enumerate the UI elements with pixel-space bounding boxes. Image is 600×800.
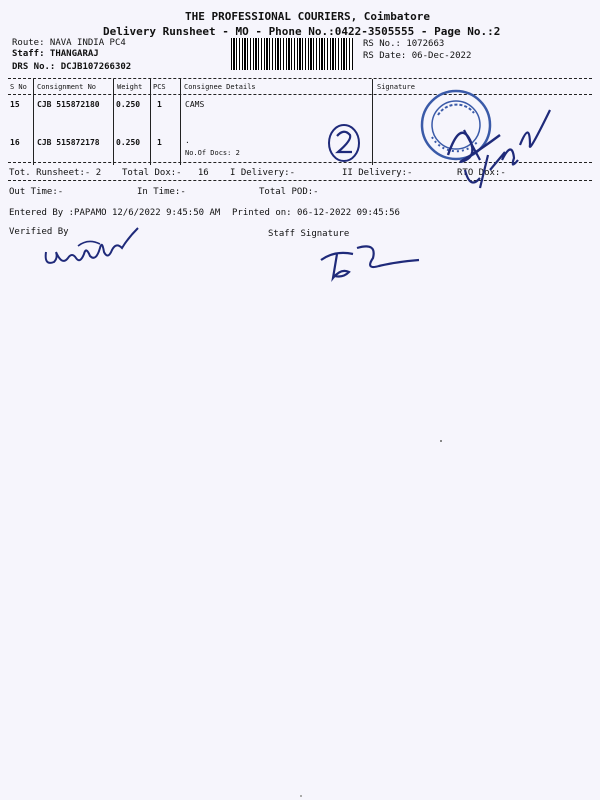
in-time: In Time:- (137, 187, 186, 197)
i-delivery: I Delivery:- (230, 168, 296, 178)
total-dox: Total Dox:- 16 (122, 168, 209, 178)
column-divider (372, 79, 373, 165)
column-divider (180, 79, 181, 165)
rto-dox: RTO Dox:- (457, 168, 506, 178)
receiver-signature-icon (440, 100, 555, 195)
column-divider (33, 79, 34, 165)
row-consignee: CAMS (185, 100, 205, 109)
runsheet-title: Delivery Runsheet - MO - Phone No.:0422-3505555 - Page No.:2 (103, 25, 501, 38)
staff-label: Staff: THANGARAJ (12, 49, 99, 59)
column-header-pcs: PCS (153, 83, 166, 91)
page-speck (440, 440, 442, 442)
row-pcs: 1 (157, 100, 162, 109)
staff-signature-label: Staff Signature (268, 229, 350, 239)
drs-number: DRS No.: DCJB107266302 (12, 62, 132, 72)
row-consignment: CJB 515872180 (37, 100, 100, 109)
row-sno: 15 (10, 100, 20, 109)
row-pcs: 1 (157, 138, 162, 147)
out-time: Out Time:- (9, 187, 64, 197)
printed-on: Printed on: 06-12-2022 09:45:56 (232, 208, 400, 218)
column-header-signature: Signature (377, 83, 415, 91)
total-pod: Total POD:- (259, 187, 319, 197)
entered-by: Entered By :PAPAMO 12/6/2022 9:45:50 AM (9, 208, 221, 218)
row-weight: 0.250 (116, 100, 141, 109)
company-name: THE PROFESSIONAL COURIERS, Coimbatore (185, 10, 431, 23)
column-divider (150, 79, 151, 165)
total-runsheet: Tot. Runsheet:- 2 (9, 168, 102, 178)
circled-number-icon (325, 122, 365, 164)
route-label: Route: NAVA INDIA PC4 (12, 38, 126, 48)
column-header-sno: S No (10, 83, 27, 91)
column-divider (113, 79, 114, 165)
column-header-consignment: Consignment No (37, 83, 97, 91)
page-speck (300, 795, 302, 797)
verified-by-label: Verified By (9, 227, 69, 237)
table-top-rule (8, 78, 592, 79)
header-bottom-rule (8, 94, 592, 95)
staff-signature-icon (315, 238, 425, 283)
barcode-image (231, 38, 353, 70)
row-sno: 16 (10, 138, 20, 147)
no-of-docs: No.Of Docs: 2 (185, 149, 240, 157)
ii-delivery: II Delivery:- (342, 168, 413, 178)
rs-date: RS Date: 06-Dec-2022 (363, 51, 472, 61)
verifier-signature-icon (42, 222, 142, 272)
row-consignment: CJB 515872178 (37, 138, 100, 147)
column-header-weight: Weight (117, 83, 143, 91)
row-weight: 0.250 (116, 138, 141, 147)
row-consignee: . (185, 136, 190, 145)
rs-number: RS No.: 1072663 (363, 39, 445, 49)
column-header-consignee: Consignee Details (184, 83, 256, 91)
